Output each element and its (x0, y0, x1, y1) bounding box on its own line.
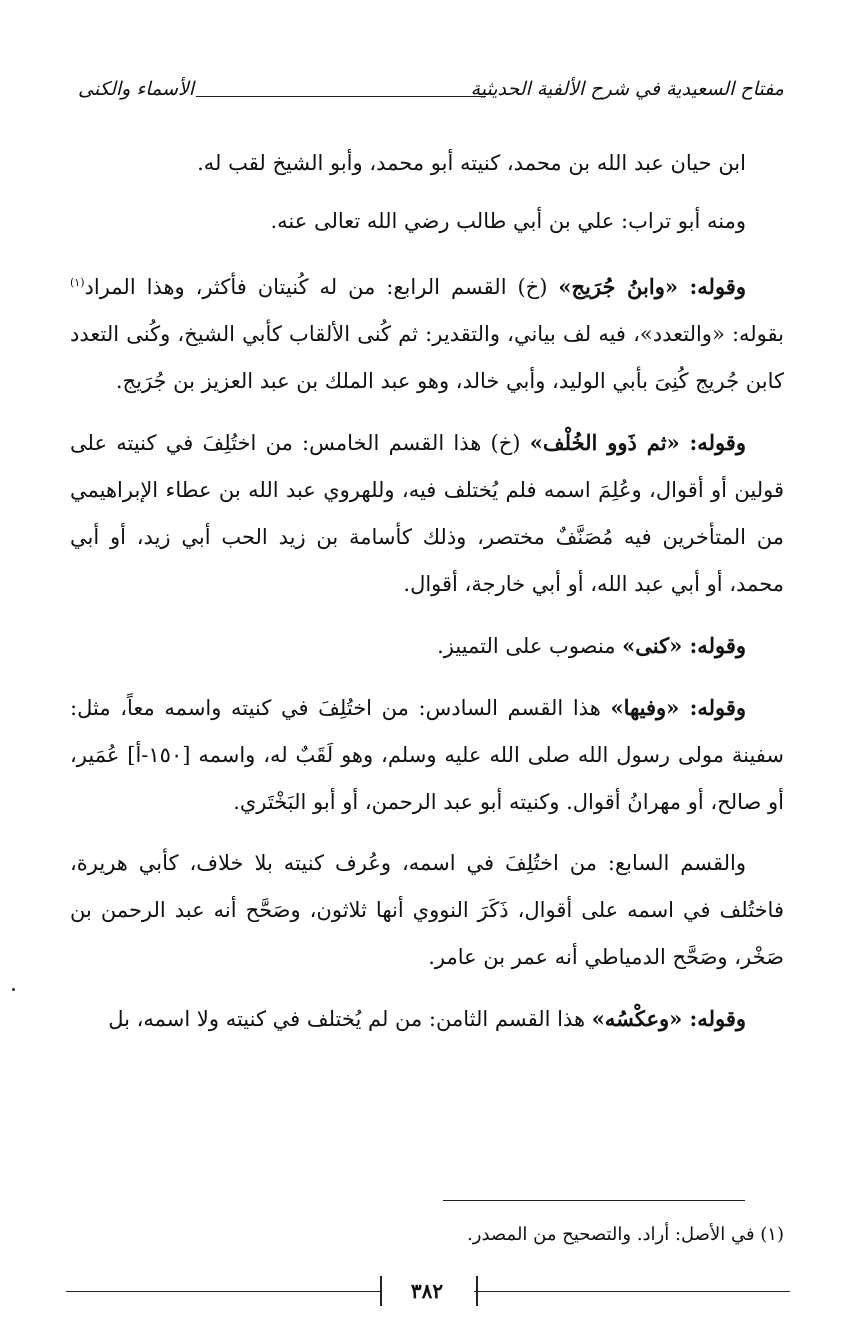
footer-rule-right (474, 1291, 790, 1292)
main-text (70, 140, 784, 1057)
paragraph-text: (خ) هذا القسم الخامس: من اختُلِفَ في كنيته على قولين أو أقوال، وعُلِمَ اسمه فلم يُختلف فيه، وللهروي عبد الله بن عطاء الإبراهيمي من المتأخرين فيه مُصَنَّفٌ مختصر، وذلك كأسامة بن زيد الحب أبي زيد، أو أبي محمد، أو أبي عبد الله، أو أبي خارجة، أقوال. (70, 431, 784, 596)
paragraph-3 (70, 259, 784, 405)
paragraph-text: والقسم السابع: من اختُلِفَ في اسمه، وعُرف كنيته بلا خلاف، كأبي هريرة، فاختُلف في اسمه على أقوال، ذَكَرَ النووي أنها ثلاثون، وصَحَّح أنه عبد الرحمن بن صَخْر، وصَحَّح الدمياطي أنه عمر بن عامر. (70, 851, 784, 969)
paragraph-5 (70, 622, 784, 670)
paragraph-7 (70, 840, 784, 981)
footnote-separator (443, 1200, 745, 1201)
quoted-phrase: وقوله: «وعكْسُه» (591, 1006, 746, 1031)
paragraph-text: هذا القسم الثامن: من لم يُختلف في كنيته ولا اسمه، بل (108, 1007, 592, 1031)
paragraph-text-cont: بقوله: «والتعدد»، فيه لف بياني، والتقدير: ثم كُنى الألقاب كأبي الشيخ، وكُنى التعدد كابن جُريج كُنِىَ بأبي الوليد، وأبي خالد، وهو عبد الملك بن عبد العزيز بن جُرَيج. (70, 322, 784, 393)
quoted-phrase: وقوله: «كنى» (622, 633, 746, 658)
quoted-phrase: وقوله: «وفيها» (610, 695, 747, 720)
footer-rule-left (66, 1291, 380, 1292)
paragraph-text: هذا القسم السادس: من اختُلِفَ في كنيته واسمه معاً، مثل: سفينة مولى رسول الله صلى الله عليه وسلم، وهو لَقَبٌ له، واسمه [١٥٠-أ] عُمَير، أو صالح، أو مهرانُ أقوال. وكنيته أبو عبد الرحمن، أو أبو البَخْتَري. (70, 696, 785, 814)
chapter-title: الأسماء والكنى (78, 78, 195, 100)
paragraph-text: ابن حيان عبد الله بن محمد، كنيته أبو محمد، وأبو الشيخ لقب له. (197, 151, 746, 175)
header-rule (196, 96, 486, 97)
scan-speck (12, 988, 15, 991)
footnote: (١) في الأصل: أراد. والتصحيح من المصدر. (467, 1224, 784, 1245)
paragraph-text: (خ) القسم الرابع: من له كُنيتان فأكثر، وهذا المراد (84, 275, 559, 299)
paragraph-6 (70, 684, 784, 826)
paragraph-text: ومنه أبو تراب: علي بن أبي طالب رضي الله تعالى عنه. (270, 209, 746, 233)
footnote-marker[interactable]: (١) (70, 276, 85, 289)
quoted-phrase: وقوله: «ثم ذَوو الخُلْف» (529, 430, 746, 455)
paragraph-text: منصوب على التمييز. (437, 634, 623, 658)
paragraph-2 (70, 198, 784, 245)
paragraph-8 (70, 995, 784, 1043)
book-title: مفتاح السعيدية في شرح الألفية الحديثية (470, 78, 784, 100)
paragraph-4 (70, 419, 784, 608)
quoted-phrase: وقوله: «وابنُ جُرَيج» (558, 274, 746, 299)
paragraph-1 (70, 140, 784, 187)
running-header (78, 74, 784, 114)
page-number: ٣٨٢ (410, 1279, 444, 1303)
